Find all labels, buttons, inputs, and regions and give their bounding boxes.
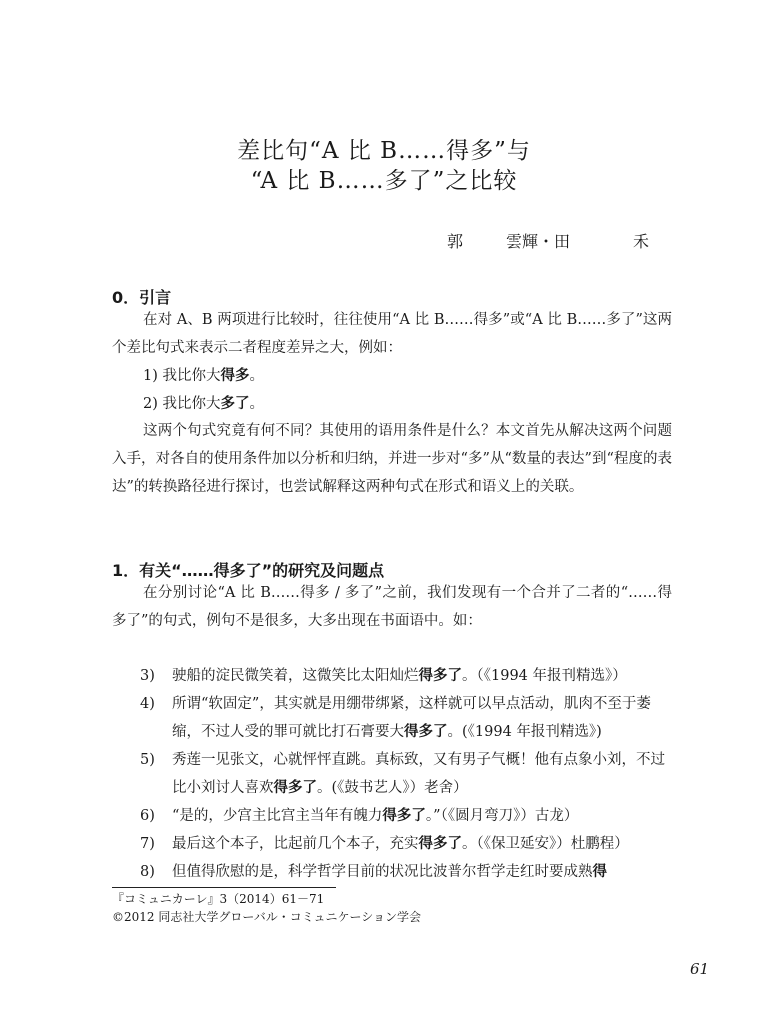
example-text: 但值得欣慰的是，科学哲学目前的状况比波普尔哲学走红时要成熟 [172, 864, 593, 880]
example-emphasis: 得多了 [418, 667, 462, 684]
example-item [140, 690, 672, 746]
example-text: 我比你大 [162, 368, 221, 384]
example-number: 8) [140, 864, 155, 880]
example-emphasis: 得多了 [418, 835, 462, 852]
example-source: 。(《鼓书艺人》）老舍） [317, 780, 468, 796]
intro-paragraph-2: 这两个句式究竟有何不同？其使用的语用条件是什么？本文首先从解决这两个问题入手，对各自的使用条件加以分析和归纳，并进一步对“多”从“数量的表达”到“程度的表达”的转换路径进行探讨，也尝试解释这两种句式在形式和语义上的关联。 [112, 423, 672, 495]
example-emphasis: 得多 [220, 367, 250, 384]
intro-paragraph-1: 在对 A、B 两项进行比较时，往往使用“A 比 B……得多”或“A 比 B……多了”这两个差比句式来表示二者程度差异之大，例如： [112, 312, 672, 356]
paper-title-line2: “A 比 B……多了”之比较 [250, 168, 518, 194]
example-item [140, 802, 672, 830]
example-emphasis: 多了 [220, 395, 250, 412]
example-source: 。(《1994 年报刊精选》) [447, 724, 602, 740]
example-number: 7) [140, 836, 155, 852]
section-heading-1: 1．有关“……得多了”的研究及问题点 [112, 561, 385, 580]
author-name-1: 郭 [447, 232, 464, 251]
example-text: 所谓“软固定”，其实就是用绷带绑紧，这样就可以早点活动，肌肉不至于萎缩，不过人受的罪可就比打石膏要大 [172, 696, 651, 740]
example-item [140, 858, 672, 886]
example-number: 1) [143, 368, 158, 384]
example-number: 5) [140, 752, 155, 768]
paper-title-line1: 差比句“A 比 B……得多”与 [237, 138, 531, 164]
example-emphasis: 得多了 [273, 779, 317, 796]
example-emphasis: 得 [592, 863, 607, 880]
example-source: 。（《1994 年报刊精选》） [462, 668, 627, 684]
example-number: 2) [143, 396, 158, 412]
example-text: 最后这个本子，比起前几个本子，充实 [172, 836, 419, 852]
example-1 [143, 362, 264, 390]
example-emphasis: 得多了 [404, 723, 448, 740]
example-number: 6) [140, 808, 155, 824]
example-source: 。”（《圆月弯刀》）古龙） [425, 808, 579, 824]
author-name-3: 禾 [633, 232, 650, 251]
example-text: 我比你大 [162, 396, 221, 412]
example-item [140, 662, 672, 690]
example-text: 秀莲一见张文，心就怦怦直跳。真标致，又有男子气概！他有点象小刘，不过比小刘讨人喜欢 [172, 752, 665, 796]
example-item [140, 746, 672, 802]
example-source: 。（《保卫延安》）杜鹏程） [462, 836, 629, 852]
page-number: 61 [690, 960, 710, 978]
example-item [140, 830, 672, 858]
example-end: 。 [249, 368, 264, 384]
example-emphasis: 得多了 [382, 807, 426, 824]
example-text: 驶船的淀民微笑着，这微笑比太阳灿烂 [172, 668, 419, 684]
section1-paragraph-1: 在分别讨论“A 比 B……得多 / 多了”之前，我们发现有一个合并了二者的“……得多了”的句式，例句不是很多，大多出现在书面语中。如： [112, 585, 672, 629]
example-end: 。 [249, 396, 264, 412]
footnote-journal: 『コミュニカーレ』3（2014）61－71 [112, 892, 325, 906]
example-text: “是的，少宫主比宫主当年有魄力 [172, 808, 383, 824]
footnote-copyright: ©2012 同志社大学グローバル・コミュニケーション学会 [112, 910, 422, 924]
example-number: 4) [140, 696, 155, 712]
example-2 [143, 390, 264, 418]
section-heading-intro: 0．引言 [112, 288, 172, 307]
footnote-divider [112, 887, 336, 888]
example-number: 3) [140, 668, 155, 684]
author-name-2: 雲輝・田 [506, 232, 571, 251]
